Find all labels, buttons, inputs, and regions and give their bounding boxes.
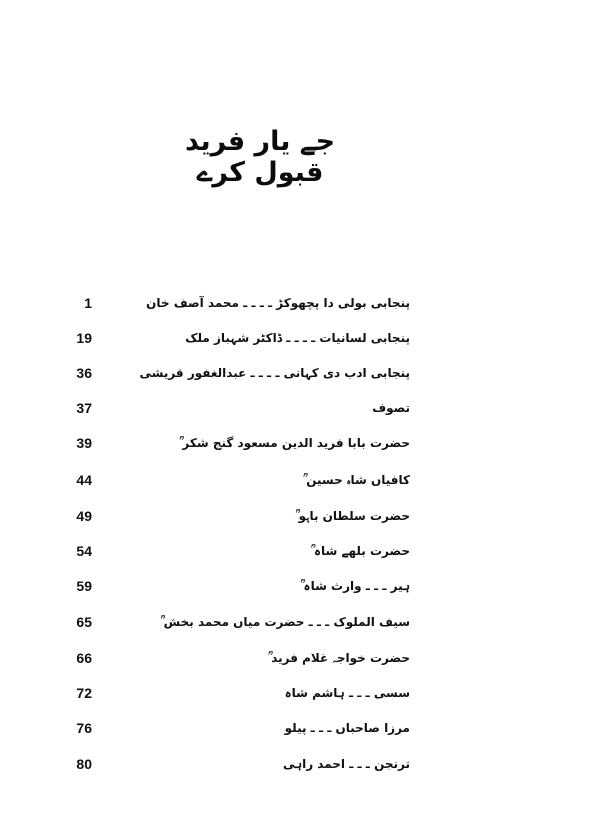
toc-entry-title: پنجابی بولی دا پچھوکڑ ـ ـ ـ ـ محمد آصف خان [146,296,410,310]
toc-entry-title: حضرت سلطان باہو ؒ [295,509,410,523]
toc-row [0,680,600,706]
toc-entry-title: ہیر ـ ـ ـ وارث شاہ ؒ [300,579,410,593]
toc-page-number: 66 [76,650,92,666]
toc-page-number: 59 [76,578,92,594]
toc-row [0,467,600,493]
toc-entry-title: سیف الملوک ـ ـ ـ حضرت میاں محمد بخش ؒ [160,615,410,629]
toc-entry-title: حضرت بلھے شاہ ؒ [310,544,410,558]
toc-page-number: 54 [76,543,92,559]
toc-entry-title: سسی ـ ـ ـ ہاشم شاہ [284,686,410,700]
toc-page-number: 19 [76,330,92,346]
toc-row [0,609,600,635]
toc-entry-title: تصوف [372,401,410,415]
toc-entry-title: پنجابی لسانیات ـ ـ ـ ـ ڈاکٹر شہباز ملک [185,331,410,345]
toc-page-number: 76 [76,720,92,736]
toc-page-number: 36 [76,365,92,381]
page-title: جے یار فرید قبول کرے [184,126,336,188]
toc-page-number: 44 [76,472,92,488]
toc-entry-title: کافیاں شاہ حسین ؒ [303,473,410,487]
toc-page-number: 37 [76,400,92,416]
toc-page-number: 1 [84,295,92,311]
toc-row [0,538,600,564]
toc-page-number: 39 [76,435,92,451]
toc-entry-title: مرزا صاحباں ـ ـ ـ پیلو [284,721,410,735]
toc-row [0,430,600,456]
toc-row [0,573,600,599]
toc-row [0,503,600,529]
toc-page-number: 72 [76,685,92,701]
toc-entry-title: پنجابی ادب دی کہانی ـ ـ ـ ـ عبدالغفور قریشی [139,366,410,380]
toc-row [0,751,600,777]
toc-entry-title: حضرت بابا فرید الدین مسعود گنج شکر ؒ [179,436,410,450]
toc-row [0,645,600,671]
toc-row [0,715,600,741]
toc-page-number: 49 [76,508,92,524]
toc-page-number: 65 [76,614,92,630]
toc-entry-title: ترنجن ـ ـ ـ احمد راہی [282,757,410,771]
toc-row [0,325,600,351]
toc-page-number: 80 [76,756,92,772]
toc-row [0,360,600,386]
toc-row [0,290,600,316]
toc-entry-title: حضرت خواجہ غلام فرید ؒ [268,651,410,665]
toc-row [0,395,600,421]
